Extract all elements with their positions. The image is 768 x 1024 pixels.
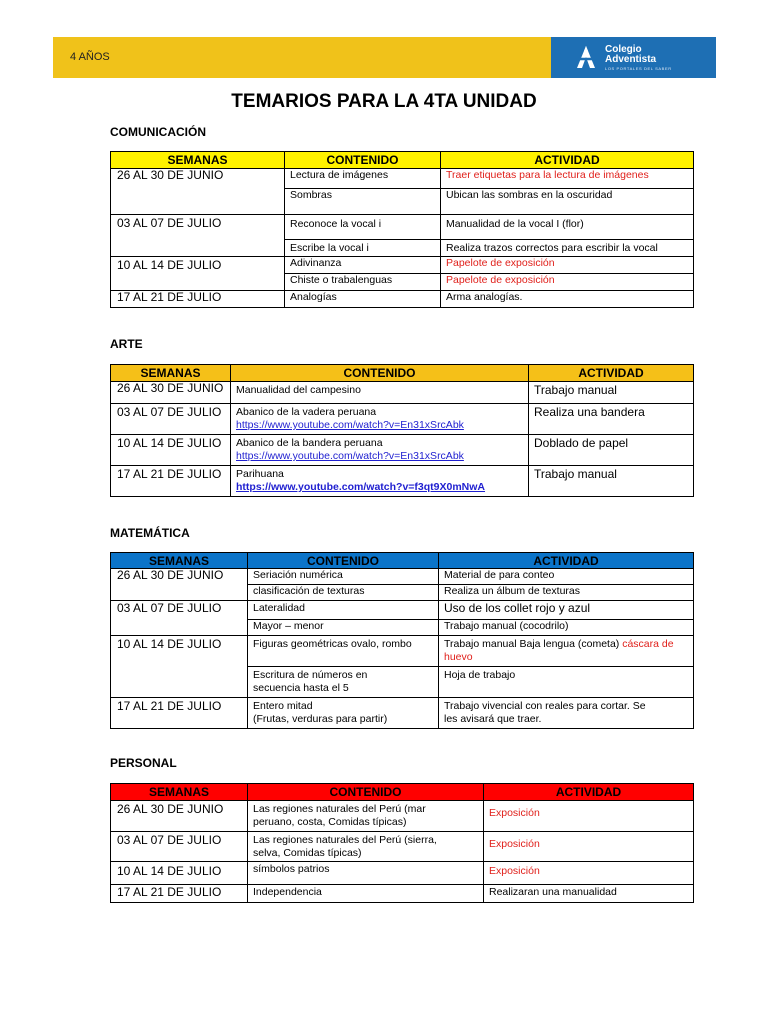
week-cell: 17 AL 21 DE JULIO — [111, 466, 231, 497]
week-cell: 10 AL 14 DE JULIO — [111, 257, 285, 291]
activity-text-line: Trabajo vivencial con reales para cortar. Se — [444, 700, 646, 712]
school-logo-icon — [575, 45, 597, 69]
content-cell: Chiste o trabalenguas — [285, 274, 441, 291]
content-text-line: secuencia hasta el 5 — [253, 682, 349, 694]
table-row — [111, 862, 694, 885]
column-header-content: CONTENIDO — [248, 553, 439, 569]
activity-cell: Doblado de papel — [529, 435, 694, 466]
content-cell: clasificación de texturas — [248, 585, 439, 601]
table-arte — [110, 364, 694, 497]
activity-text: Trabajo manual Baja lengua (cometa) — [444, 638, 620, 650]
column-header-weeks: SEMANAS — [111, 152, 285, 169]
activity-cell: Papelote de exposición — [441, 274, 694, 291]
youtube-link[interactable]: https://www.youtube.com/watch?v=f3qt9X0mNwA — [236, 481, 486, 493]
activity-cell: Manualidad de la vocal I (flor) — [441, 215, 694, 240]
content-text: Abanico de la bandera peruana — [236, 437, 383, 449]
activity-cell: Trabajo manual — [529, 466, 694, 497]
column-header-activity: ACTIVIDAD — [484, 784, 694, 801]
page-header — [53, 37, 716, 78]
activity-cell: Realizaran una manualidad — [484, 885, 694, 903]
column-header-content: CONTENIDO — [248, 784, 484, 801]
column-header-weeks: SEMANAS — [111, 553, 248, 569]
activity-cell: Ubican las sombras en la oscuridad — [441, 189, 694, 215]
content-text: Parihuana — [236, 468, 284, 480]
activity-cell: Realiza una bandera — [529, 404, 694, 435]
section-title-matematica: MATEMÁTICA — [110, 526, 190, 540]
week-cell: 10 AL 14 DE JULIO — [111, 862, 248, 885]
content-text-line: peruano, costa, Comidas típicas) — [253, 816, 407, 828]
logo-tagline: LOS PORTALES DEL SABER — [605, 66, 672, 71]
activity-cell — [439, 636, 694, 667]
activity-cell: Traer etiquetas para la lectura de imágenes — [441, 169, 694, 189]
column-header-weeks: SEMANAS — [111, 784, 248, 801]
column-header-activity: ACTIVIDAD — [529, 365, 694, 382]
table-row — [111, 291, 694, 308]
table-row — [111, 832, 694, 862]
content-text-line: Escritura de números en — [253, 669, 368, 681]
week-cell: 03 AL 07 DE JULIO — [111, 404, 231, 435]
table-header-row — [111, 365, 694, 382]
column-header-activity: ACTIVIDAD — [441, 152, 694, 169]
activity-cell: Realiza trazos correctos para escribir la vocal — [441, 240, 694, 257]
content-cell: Lectura de imágenes — [285, 169, 441, 189]
activity-text-line: les avisará que traer. — [444, 713, 542, 725]
table-row — [111, 404, 694, 435]
content-text-line: Las regiones naturales del Perú (mar — [253, 803, 426, 815]
table-header-row — [111, 152, 694, 169]
week-cell: 17 AL 21 DE JULIO — [111, 291, 285, 308]
week-cell: 03 AL 07 DE JULIO — [111, 215, 285, 257]
table-row — [111, 698, 694, 729]
table-row — [111, 801, 694, 832]
column-header-content: CONTENIDO — [285, 152, 441, 169]
content-text-line: Las regiones naturales del Perú (sierra, — [253, 834, 437, 846]
activity-cell: Papelote de exposición — [441, 257, 694, 274]
content-text: Abanico de la vadera peruana — [236, 406, 377, 418]
table-row — [111, 257, 694, 274]
column-header-weeks: SEMANAS — [111, 365, 231, 382]
content-cell: Independencia — [248, 885, 484, 903]
activity-cell: Uso de los collet rojo y azul — [439, 601, 694, 620]
table-row — [111, 169, 694, 189]
table-row — [111, 885, 694, 903]
week-cell: 26 AL 30 DE JUNIO — [111, 801, 248, 832]
table-row — [111, 435, 694, 466]
school-logo — [551, 37, 716, 78]
content-cell — [248, 832, 484, 862]
page-title: TEMARIOS PARA LA 4TA UNIDAD — [231, 91, 537, 112]
content-cell: Analogías — [285, 291, 441, 308]
content-cell — [248, 667, 439, 698]
week-cell: 10 AL 14 DE JULIO — [111, 636, 248, 698]
youtube-link[interactable]: https://www.youtube.com/watch?v=En31xSrcAbk — [236, 450, 464, 462]
content-cell — [231, 404, 529, 435]
grade-label: 4 AÑOS — [70, 51, 110, 63]
week-cell: 03 AL 07 DE JULIO — [111, 832, 248, 862]
week-cell: 10 AL 14 DE JULIO — [111, 435, 231, 466]
table-personal — [110, 783, 694, 903]
content-cell: Manualidad del campesino — [231, 382, 529, 404]
table-row — [111, 215, 694, 240]
week-cell: 17 AL 21 DE JULIO — [111, 698, 248, 729]
content-cell — [248, 698, 439, 729]
activity-cell: Trabajo manual — [529, 382, 694, 404]
activity-cell — [439, 698, 694, 729]
table-row — [111, 569, 694, 585]
week-cell: 17 AL 21 DE JULIO — [111, 885, 248, 903]
table-row — [111, 466, 694, 497]
week-cell: 26 AL 30 DE JUNIO — [111, 382, 231, 404]
content-cell: Escribe la vocal i — [285, 240, 441, 257]
activity-cell: Realiza un álbum de texturas — [439, 585, 694, 601]
content-cell — [231, 466, 529, 497]
content-text-line: selva, Comidas típicas) — [253, 847, 362, 859]
column-header-activity: ACTIVIDAD — [439, 553, 694, 569]
content-cell: Figuras geométricas ovalo, rombo — [248, 636, 439, 667]
table-header-row — [111, 553, 694, 569]
activity-cell: Arma analogías. — [441, 291, 694, 308]
section-title-comunicacion: COMUNICACIÓN — [110, 125, 206, 139]
week-cell: 26 AL 30 DE JUNIO — [111, 569, 248, 601]
column-header-content: CONTENIDO — [231, 365, 529, 382]
content-cell — [231, 435, 529, 466]
section-title-personal: PERSONAL — [110, 756, 177, 770]
table-row — [111, 636, 694, 667]
table-header-row — [111, 784, 694, 801]
content-cell: Sombras — [285, 189, 441, 215]
content-cell: Lateralidad — [248, 601, 439, 620]
table-row — [111, 382, 694, 404]
section-title-arte: ARTE — [110, 337, 143, 351]
youtube-link[interactable]: https://www.youtube.com/watch?v=En31xSrcAbk — [236, 419, 464, 431]
content-cell: Seriación numérica — [248, 569, 439, 585]
content-cell: Reconoce la vocal i — [285, 215, 441, 240]
content-text-line: Entero mitad — [253, 700, 313, 712]
content-text-line: (Frutas, verduras para partir) — [253, 713, 388, 725]
table-comunicacion — [110, 151, 694, 308]
activity-cell: Exposición — [484, 862, 694, 885]
content-cell — [248, 801, 484, 832]
activity-cell: Exposición — [484, 832, 694, 862]
activity-cell: Exposición — [484, 801, 694, 832]
content-cell: Mayor – menor — [248, 620, 439, 636]
content-cell: símbolos patrios — [248, 862, 484, 885]
logo-text-line1: Colegio — [605, 44, 642, 55]
header-band — [53, 37, 551, 78]
content-cell: Adivinanza — [285, 257, 441, 274]
activity-cell: Material de para conteo — [439, 569, 694, 585]
week-cell: 03 AL 07 DE JULIO — [111, 601, 248, 636]
week-cell: 26 AL 30 DE JUNIO — [111, 169, 285, 215]
logo-text-line2: Adventista — [605, 54, 657, 65]
activity-text-highlight: cáscara de huevo — [444, 638, 674, 663]
activity-cell: Hoja de trabajo — [439, 667, 694, 698]
table-matematica — [110, 552, 694, 729]
table-row — [111, 601, 694, 620]
activity-cell: Trabajo manual (cocodrilo) — [439, 620, 694, 636]
